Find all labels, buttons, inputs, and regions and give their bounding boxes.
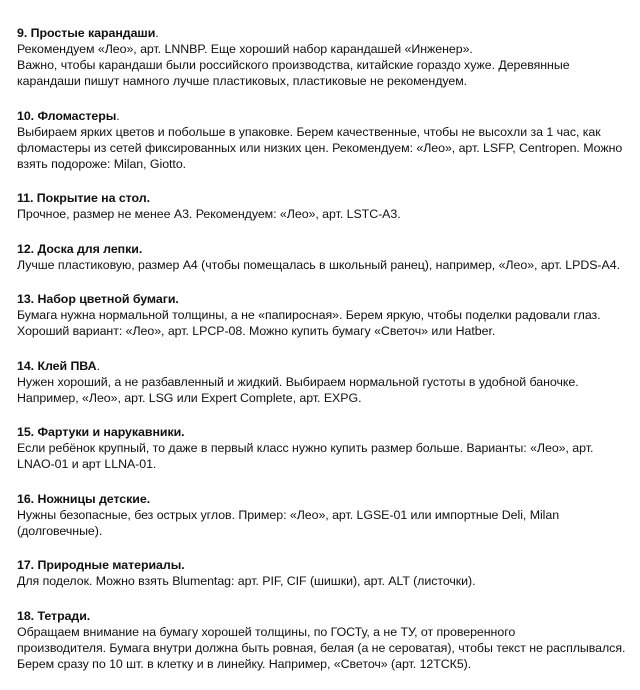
section-text-line: фломастеры из сетей фиксированных или низких цен. Рекомендуем: «Лео», арт. LSFP, Centropen. Можно — [17, 140, 623, 155]
section-colored-paper — [17, 291, 627, 339]
section-heading: 16. Ножницы детские. — [17, 491, 151, 506]
section-text-line: Например, «Лео», арт. LSG или Expert Complete, арт. EXPG. — [17, 390, 362, 405]
section-text-line: Нужны безопасные, без острых углов. Пример: «Лео», арт. LGSE-01 или импортные Deli, Milan — [17, 507, 560, 522]
section-text-line: Если ребёнок крупный, то даже в первый класс нужно купить размер больше. Варианты: «Лео», арт. — [17, 441, 594, 455]
section-text-line: карандаши пишут намного лучше пластиковых, пластиковые не рекомендуем. — [17, 74, 468, 88]
section-text-line: LNAO-01 и арт LLNA-01. — [17, 457, 157, 471]
section-text-line: Хороший вариант: «Лео», арт. LPCP-08. Можно купить бумагу «Светоч» или Hatber. — [17, 324, 496, 338]
section-text-line: Берем сразу по 10 шт. в клетку и в линейку. Например, «Светоч» (арт. 12ТСК5). — [17, 656, 472, 671]
section-heading: 9. Простые карандаши — [17, 26, 156, 40]
section-text-line: Обращаем внимание на бумагу хорошей толщины, по ГОСТу, а не ТУ, от проверенного — [17, 624, 516, 639]
section-heading: 18. Тетради. — [17, 608, 91, 623]
section-heading-tail: . — [155, 26, 159, 40]
section-pva-glue — [17, 358, 627, 406]
section-heading-line — [17, 25, 627, 41]
section-text-line: Рекомендуем «Лео», арт. LNNBP. Еще хороший набор карандашей «Инженер». — [17, 42, 473, 56]
section-pencils — [17, 25, 627, 89]
section-heading-line — [17, 491, 627, 507]
section-text-line: производителя. Бумага внутри должна быть ровная, белая (а не сероватая), чтобы текст не расплывался. — [17, 640, 626, 655]
section-text-line: Нужен хороший, а не разбавленный и жидкий. Выбираем нормальной густоты в удобной баночке. — [17, 374, 579, 389]
document-body — [17, 25, 627, 690]
section-heading-line — [17, 424, 627, 440]
section-text-line: Важно, чтобы карандаши были российского производства, китайские гораздо хуже. Деревянные — [17, 58, 570, 72]
section-heading-line — [17, 358, 627, 374]
section-heading-tail: . — [116, 108, 120, 123]
section-heading: 13. Набор цветной бумаги. — [17, 292, 179, 306]
section-text-line: (долговечные). — [17, 523, 103, 538]
section-text-line: взять подороже: Milan, Giotto. — [17, 156, 187, 171]
section-text-line: Лучше пластиковую, размер А4 (чтобы помещалась в школьный ранец), например, «Лео», арт. LPDS-A4. — [17, 257, 620, 272]
section-heading: 12. Доска для лепки. — [17, 241, 143, 256]
section-heading: 17. Природные материалы. — [17, 558, 185, 572]
section-heading-line — [17, 190, 627, 206]
section-markers — [17, 108, 627, 172]
section-heading: 14. Клей ПВА — [17, 358, 97, 373]
section-text-line: Бумага нужна нормальной толщины, а не «папиросная». Берем яркую, чтобы поделки радовали глаз. — [17, 308, 601, 322]
section-text-line: Для поделок. Можно взять Blumentag: арт. PIF, CIF (шишки), арт. ALT (листочки). — [17, 574, 476, 588]
section-table-cover — [17, 190, 627, 222]
section-aprons — [17, 424, 627, 472]
section-natural-materials — [17, 557, 627, 589]
section-heading: 10. Фломастеры — [17, 108, 117, 123]
section-heading-line — [17, 108, 627, 124]
section-heading: 11. Покрытие на стол. — [17, 191, 150, 205]
section-heading: 15. Фартуки и нарукавники. — [17, 425, 185, 439]
section-scissors — [17, 491, 627, 539]
section-heading-line — [17, 608, 627, 624]
section-text-line: Выбираем ярких цветов и побольше в упаковке. Берем качественные, чтобы не высохли за 1 час, как — [17, 124, 601, 139]
section-heading-tail: . — [96, 358, 100, 373]
section-heading-line — [17, 557, 627, 573]
section-heading-line — [17, 241, 627, 257]
section-modeling-board — [17, 241, 627, 273]
section-heading-line — [17, 291, 627, 307]
section-text-line: Прочное, размер не менее А3. Рекомендуем: «Лео», арт. LSTC-A3. — [17, 207, 401, 221]
